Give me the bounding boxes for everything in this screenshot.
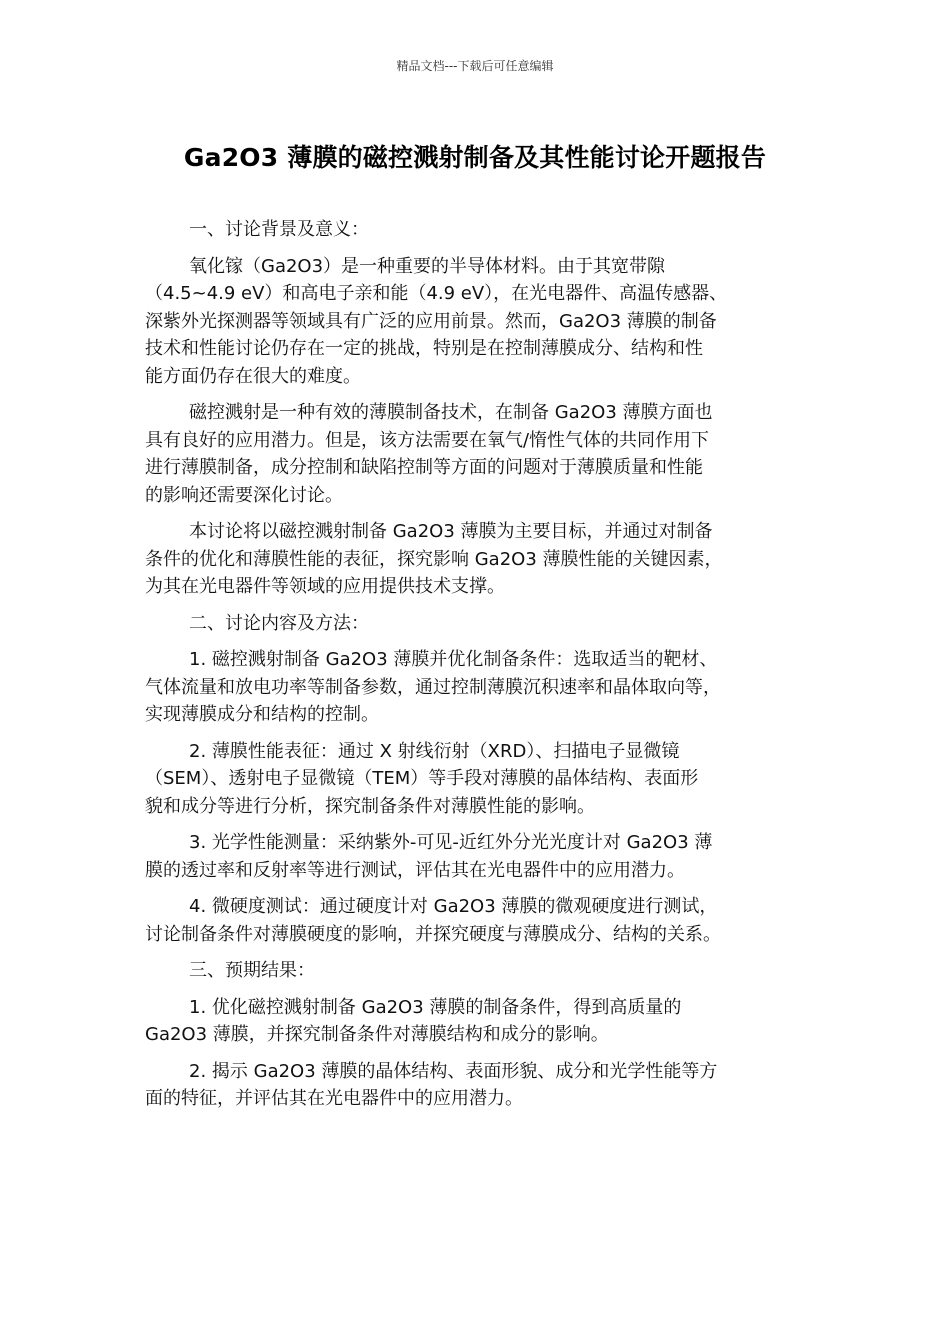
- document-title: Ga2O3 薄膜的磁控溅射制备及其性能讨论开题报告: [183, 143, 767, 172]
- section-heading-content-methods: 二、讨论内容及方法：: [189, 612, 369, 634]
- paragraph: [145, 399, 825, 509]
- paragraph-line: 磁控溅射是一种有效的薄膜制备技术，在制备 Ga2O3 薄膜方面也: [189, 402, 713, 423]
- paragraph-line: 面的特征，并评估其在光电器件中的应用潜力。: [145, 1088, 523, 1109]
- paragraph-line: 2. 薄膜性能表征：通过 X 射线衍射（XRD）、扫描电子显微镜: [189, 740, 680, 762]
- paragraph: [145, 893, 825, 948]
- paragraph-line: 讨论制备条件对薄膜硬度的影响，并探究硬度与薄膜成分、结构的关系。: [145, 923, 721, 945]
- paragraph-line: 为其在光电器件等领域的应用提供技术支撑。: [145, 576, 505, 597]
- paragraph-line: 本讨论将以磁控溅射制备 Ga2O3 薄膜为主要目标，并通过对制备: [189, 521, 713, 542]
- paragraph-line: （4.5~4.9 eV）和高电子亲和能（4.9 eV），在光电器件、高温传感器、: [145, 283, 728, 304]
- paragraph-line: 4. 微硬度测试：通过硬度计对 Ga2O3 薄膜的微观硬度进行测试，: [189, 896, 718, 917]
- paragraph: [145, 738, 825, 821]
- paragraph-line: 深紫外光探测器等领域具有广泛的应用前景。然而，Ga2O3 薄膜的制备: [145, 310, 717, 332]
- paragraph-line: 进行薄膜制备，成分控制和缺陷控制等方面的问题对于薄膜质量和性能: [145, 457, 703, 478]
- paragraph-line: 的影响还需要深化讨论。: [145, 484, 343, 506]
- paragraph-line: 氧化镓（Ga2O3）是一种重要的半导体材料。由于其宽带隙: [189, 255, 666, 277]
- paragraph-line: 气体流量和放电功率等制备参数，通过控制薄膜沉积速率和晶体取向等，: [145, 676, 721, 698]
- paragraph: [145, 518, 825, 601]
- section-heading-expected-results: 三、预期结果：: [189, 960, 315, 981]
- section-heading-background: 一、讨论背景及意义：: [189, 219, 369, 240]
- paragraph: [145, 253, 825, 391]
- paragraph: [145, 994, 825, 1049]
- paragraph-line: 具有良好的应用潜力。但是，该方法需要在氧气/惰性气体的共同作用下: [145, 429, 710, 451]
- paragraph: [145, 1058, 825, 1113]
- paragraph-line: Ga2O3 薄膜，并探究制备条件对薄膜结构和成分的影响。: [145, 1024, 609, 1045]
- paragraph-line: 3. 光学性能测量：采纳紫外-可见-近红外分光光度计对 Ga2O3 薄: [189, 832, 713, 853]
- page-header: 精品文档---下载后可任意编辑: [396, 59, 554, 73]
- paragraph-line: 2. 揭示 Ga2O3 薄膜的晶体结构、表面形貌、成分和光学性能等方: [189, 1060, 718, 1082]
- paragraph-line: 技术和性能讨论仍存在一定的挑战，特别是在控制薄膜成分、结构和性: [145, 338, 703, 359]
- paragraph: [145, 829, 825, 884]
- paragraph-line: 膜的透过率和反射率等进行测试，评估其在光电器件中的应用潜力。: [145, 859, 685, 881]
- paragraph-line: 1. 优化磁控溅射制备 Ga2O3 薄膜的制备条件，得到高质量的: [189, 996, 682, 1018]
- paragraph: [145, 646, 825, 729]
- paragraph-line: 1. 磁控溅射制备 Ga2O3 薄膜并优化制备条件：选取适当的靶材、: [189, 649, 718, 670]
- document-body: [145, 216, 825, 1122]
- paragraph-line: 貌和成分等进行分析，探究制备条件对薄膜性能的影响。: [145, 795, 595, 817]
- paragraph-line: （SEM）、透射电子显微镜（TEM）等手段对薄膜的晶体结构、表面形: [145, 768, 699, 789]
- paragraph-line: 条件的优化和薄膜性能的表征，探究影响 Ga2O3 薄膜性能的关键因素，: [145, 548, 723, 570]
- paragraph-line: 能方面仍存在很大的难度。: [145, 365, 361, 387]
- paragraph-line: 实现薄膜成分和结构的控制。: [145, 704, 379, 725]
